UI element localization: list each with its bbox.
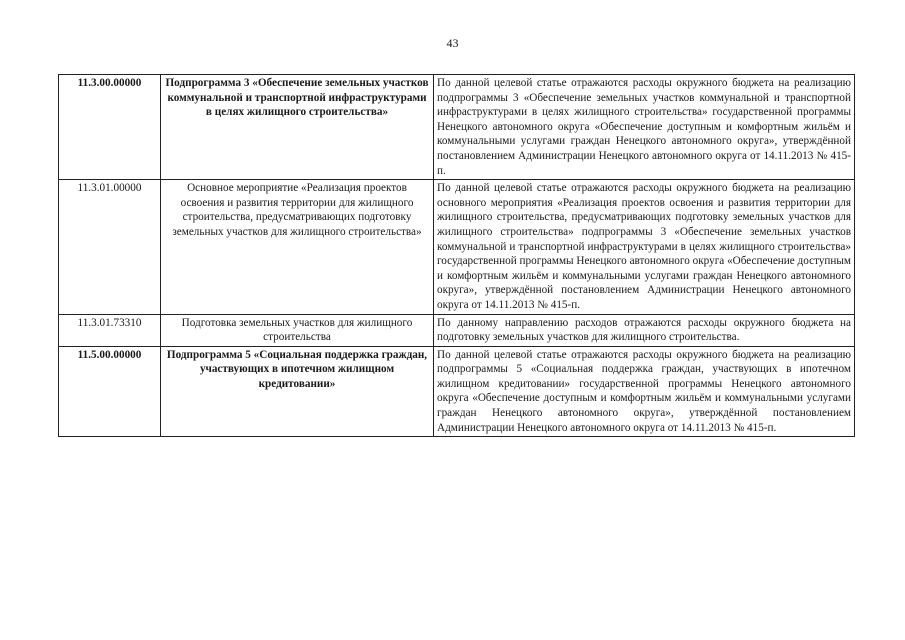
target-article-description: По данной целевой статье отражаются расходы окружного бюджета на реализацию основного мероприятия «Реализация проектов освоения и развития территории для жилищного строительства, предусматривающих подготовку земельных участков для жилищного строительства» подпрограммы 3 «Обеспечение земельных участков коммунальной и транспортной инфраструктурами в целях жилищного строительства» государственной программы Ненецкого автономного округа «Обеспечение доступным и комфортным жильём и коммунальными услугами граждан Ненецкого автономного округа», утверждённой постановлением Администрации Ненецкого автономного округа от 14.11.2013 № 415-п. — [434, 180, 855, 314]
table-row — [59, 180, 855, 314]
target-article-description: По данной целевой статье отражаются расходы окружного бюджета на реализацию подпрограммы 3 «Обеспечение земельных участков коммунальной и транспортной инфраструктурами в целях жилищного строительства» государственной программы Ненецкого автономного округа «Обеспечение доступным и комфортным жильём и коммунальными услугами граждан Ненецкого автономного округа», утверждённой постановлением Администрации Ненецкого автономного округа от 14.11.2013 № 415-п. — [434, 75, 855, 180]
budget-classification-table — [58, 74, 855, 437]
page-number: 43 — [446, 36, 459, 50]
table-row — [59, 346, 855, 437]
table-row — [59, 314, 855, 346]
target-article-name: Подпрограмма 5 «Социальная поддержка граждан, участвующих в ипотечном жилищном кредитовании» — [161, 346, 434, 437]
target-article-name: Основное мероприятие «Реализация проектов освоения и развития территории для жилищного строительства, предусматривающих подготовку земельных участков для жилищного строительства» — [161, 180, 434, 314]
target-article-description: По данной целевой статье отражаются расходы окружного бюджета на реализацию подпрограммы 5 «Социальная поддержка граждан, участвующих в ипотечном жилищном кредитовании» государственной программы Ненецкого автономного округа «Обеспечение доступным и комфортным жильём и коммунальными услугами граждан Ненецкого автономного округа», утверждённой постановлением Администрации Ненецкого автономного округа от 14.11.2013 № 415-п. — [434, 346, 855, 437]
target-article-code: 11.3.01.73310 — [59, 314, 161, 346]
target-article-description: По данному направлению расходов отражаются расходы окружного бюджета на подготовку земельных участков для жилищного строительства. — [434, 314, 855, 346]
target-article-code: 11.3.00.00000 — [59, 75, 161, 180]
target-article-code: 11.5.00.00000 — [59, 346, 161, 437]
table-row — [59, 75, 855, 180]
target-article-code: 11.3.01.00000 — [59, 180, 161, 314]
target-article-name: Подпрограмма 3 «Обеспечение земельных участков коммунальной и транспортной инфраструктурами в целях жилищного строительства» — [161, 75, 434, 180]
target-article-name: Подготовка земельных участков для жилищного строительства — [161, 314, 434, 346]
